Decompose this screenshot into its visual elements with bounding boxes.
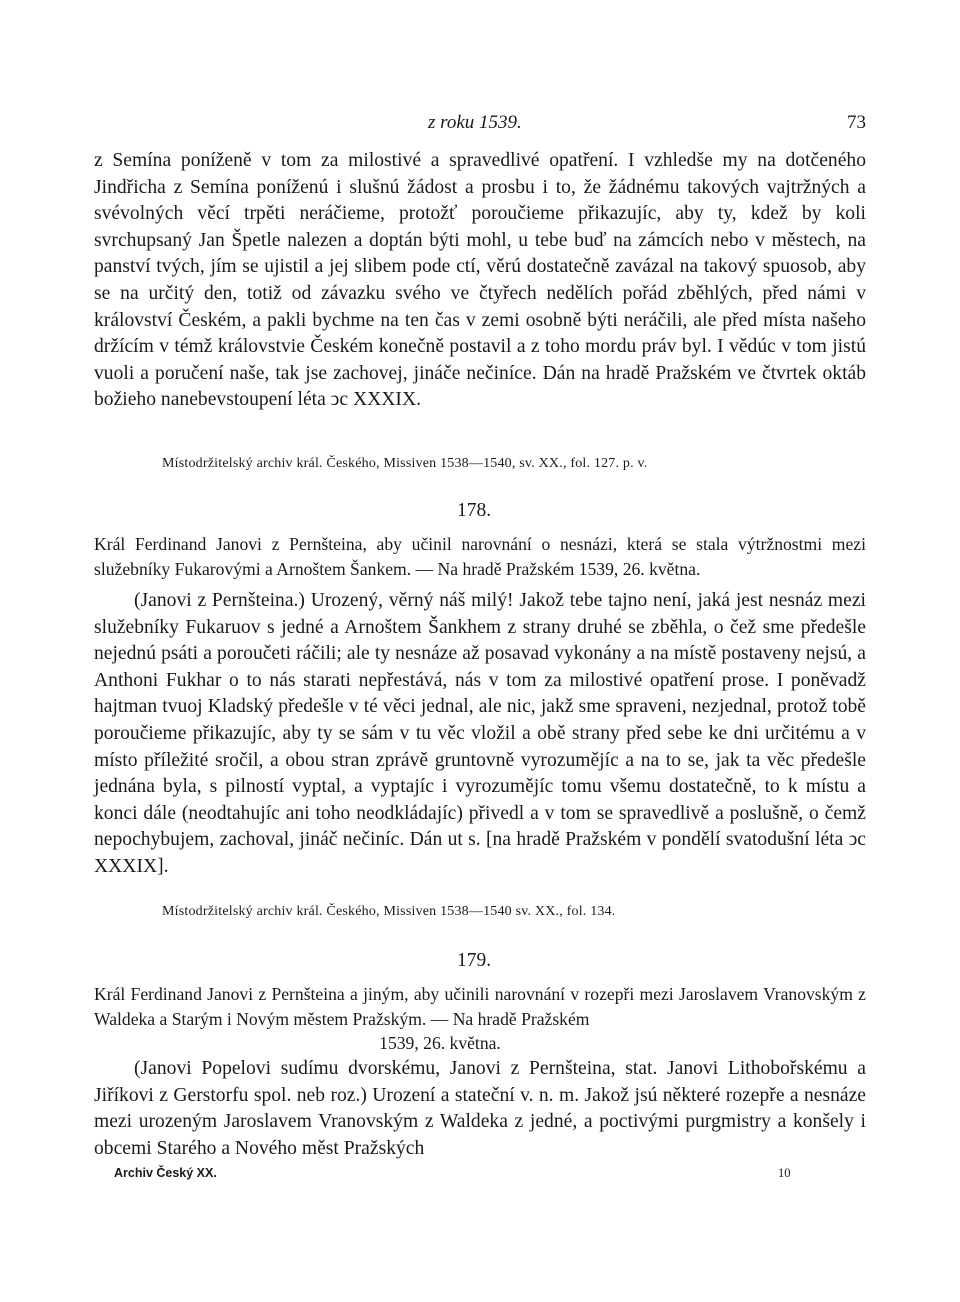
doc179-summary bbox=[94, 982, 866, 1056]
doc177-source: Místodržitelský archiv král. Českého, Missiven 1538—1540, sv. XX., fol. 127. p. v. bbox=[162, 456, 648, 471]
doc179-number: 179. bbox=[456, 950, 492, 971]
page-footer bbox=[114, 1166, 794, 1188]
doc178-source: Místodržitelský archiv král. Českého, Missiven 1538—1540 sv. XX., fol. 134. bbox=[162, 904, 616, 919]
page-header bbox=[94, 112, 866, 140]
doc179-text: (Janovi Popelovi sudímu dvorskému, Janovi z Pernšteina, stat. Janovi Lithobořskému a Jiříkovi z Gerstorfu spol. neb roz.) Urození a stateční v. n. m. Jakož jsú některé rozepře a nesnáze mezi urozeným Jaroslavem Vranovským z Waldeka z jedné, a poctivými purgmistry a konšely i obcemi Starého a Nového měst Pražských bbox=[94, 1058, 866, 1159]
page-number: 73 bbox=[847, 112, 866, 133]
doc178-text: (Janovi z Pernšteina.) Urozený, věrný náš milý! Jakož tebe tajno není, jaká jest nesnáz mezi služebníky Fukaruov s jedné a Arnoštem Šankhem z strany druhé se zběhla, o čež sme předešle nejednú psáti a poroučeti ráčili; ale ty nesnáze až posavad vykonány a na místě postaveny nejsú, a Anthoni Fukhar o to nás starati nepřestává, nás v tom za milostivé opatření prose. I poněvadž hajtman tvuoj Kladský předešle v té věci jednal, ale nic, jakž sme spraveni, nezjednal, protož tobě poroučieme přikazujíc, aby ty se sám v tu věc vložil a obě strany před sebe ke dni určitému a v místo příležité sročil, a obou stran zprávě gruntovně vyrozumějíc a na to se, jak ta věc předešle jednána byla, s pilností vyptal, a vyptajíc i vyrozumějíc tomu všemu dostatečně, to k místu a konci dále (neodtahujíc ani toho neodkládajíc) přivedl a v tom se spravedlivě a poslušně, o čemž nepochybujem, zachoval, jináč nečiníc. Dán ut s. [na hradě Pražském v pondělí svatodušní léta ↄc XXXIX]. bbox=[94, 590, 866, 877]
running-title: z roku 1539. bbox=[428, 112, 522, 133]
sheet-number: 10 bbox=[778, 1166, 791, 1180]
doc177-text: z Semína poníženě v tom za milostivé a spravedlivé opatření. I vzhledše my na dotčeného Jindřicha z Semína poníženú i slušnú žádost a prosbu i to, že žádnému takových vajtržných a svévolných věcí trpěti neráčieme, protožť poroučieme přikazujíc, aby ty, kdež by koli svrchupsaný Jan Špetle nalezen a doptán býti mohl, u tebe buď na zámcích nebo v městech, na panství tvých, jím se ujistil a jej slibem pode ctí, věrú dostatečně zavázal na takový spuosob, aby se na určitý den, totiž od závazku svého ve čtyřech nedělích pořád zběhlých, před námi v království Českém, a pakli bychme na ten čas v zemi osobně býti neráčili, ale před místa našeho držícím v témž královstvie Českém konečně postavil a z toho mordu práv byl. I vědúc v tom jistú vuoli a poručení naše, tak jse zachovej, jináče nečiníce. Dán na hradě Pražském ve čtvrtek oktáb božieho nanebevstoupení léta ↄc XXXIX. bbox=[94, 150, 866, 411]
doc178-summary: Král Ferdinand Janovi z Pernšteina, aby učinil narovnání o nesnázi, která se stala výtržnostmi mezi služebníky Fukarovými a Arnoštem Šankem. — Na hradě Pražském 1539, 26. května. bbox=[94, 534, 866, 579]
signature-mark: Archiv Český XX. bbox=[114, 1166, 217, 1180]
doc179-summary-main: Král Ferdinand Janovi z Pernšteina a jiným, aby učinili narovnání v rozepři mezi Jaroslavem Vranovským z Waldeka a Starým i Novým městem Pražským. — Na hradě Pražském bbox=[94, 984, 866, 1029]
doc179-summary-date: 1539, 26. května. bbox=[379, 1033, 501, 1053]
doc178-number: 178. bbox=[456, 500, 492, 521]
